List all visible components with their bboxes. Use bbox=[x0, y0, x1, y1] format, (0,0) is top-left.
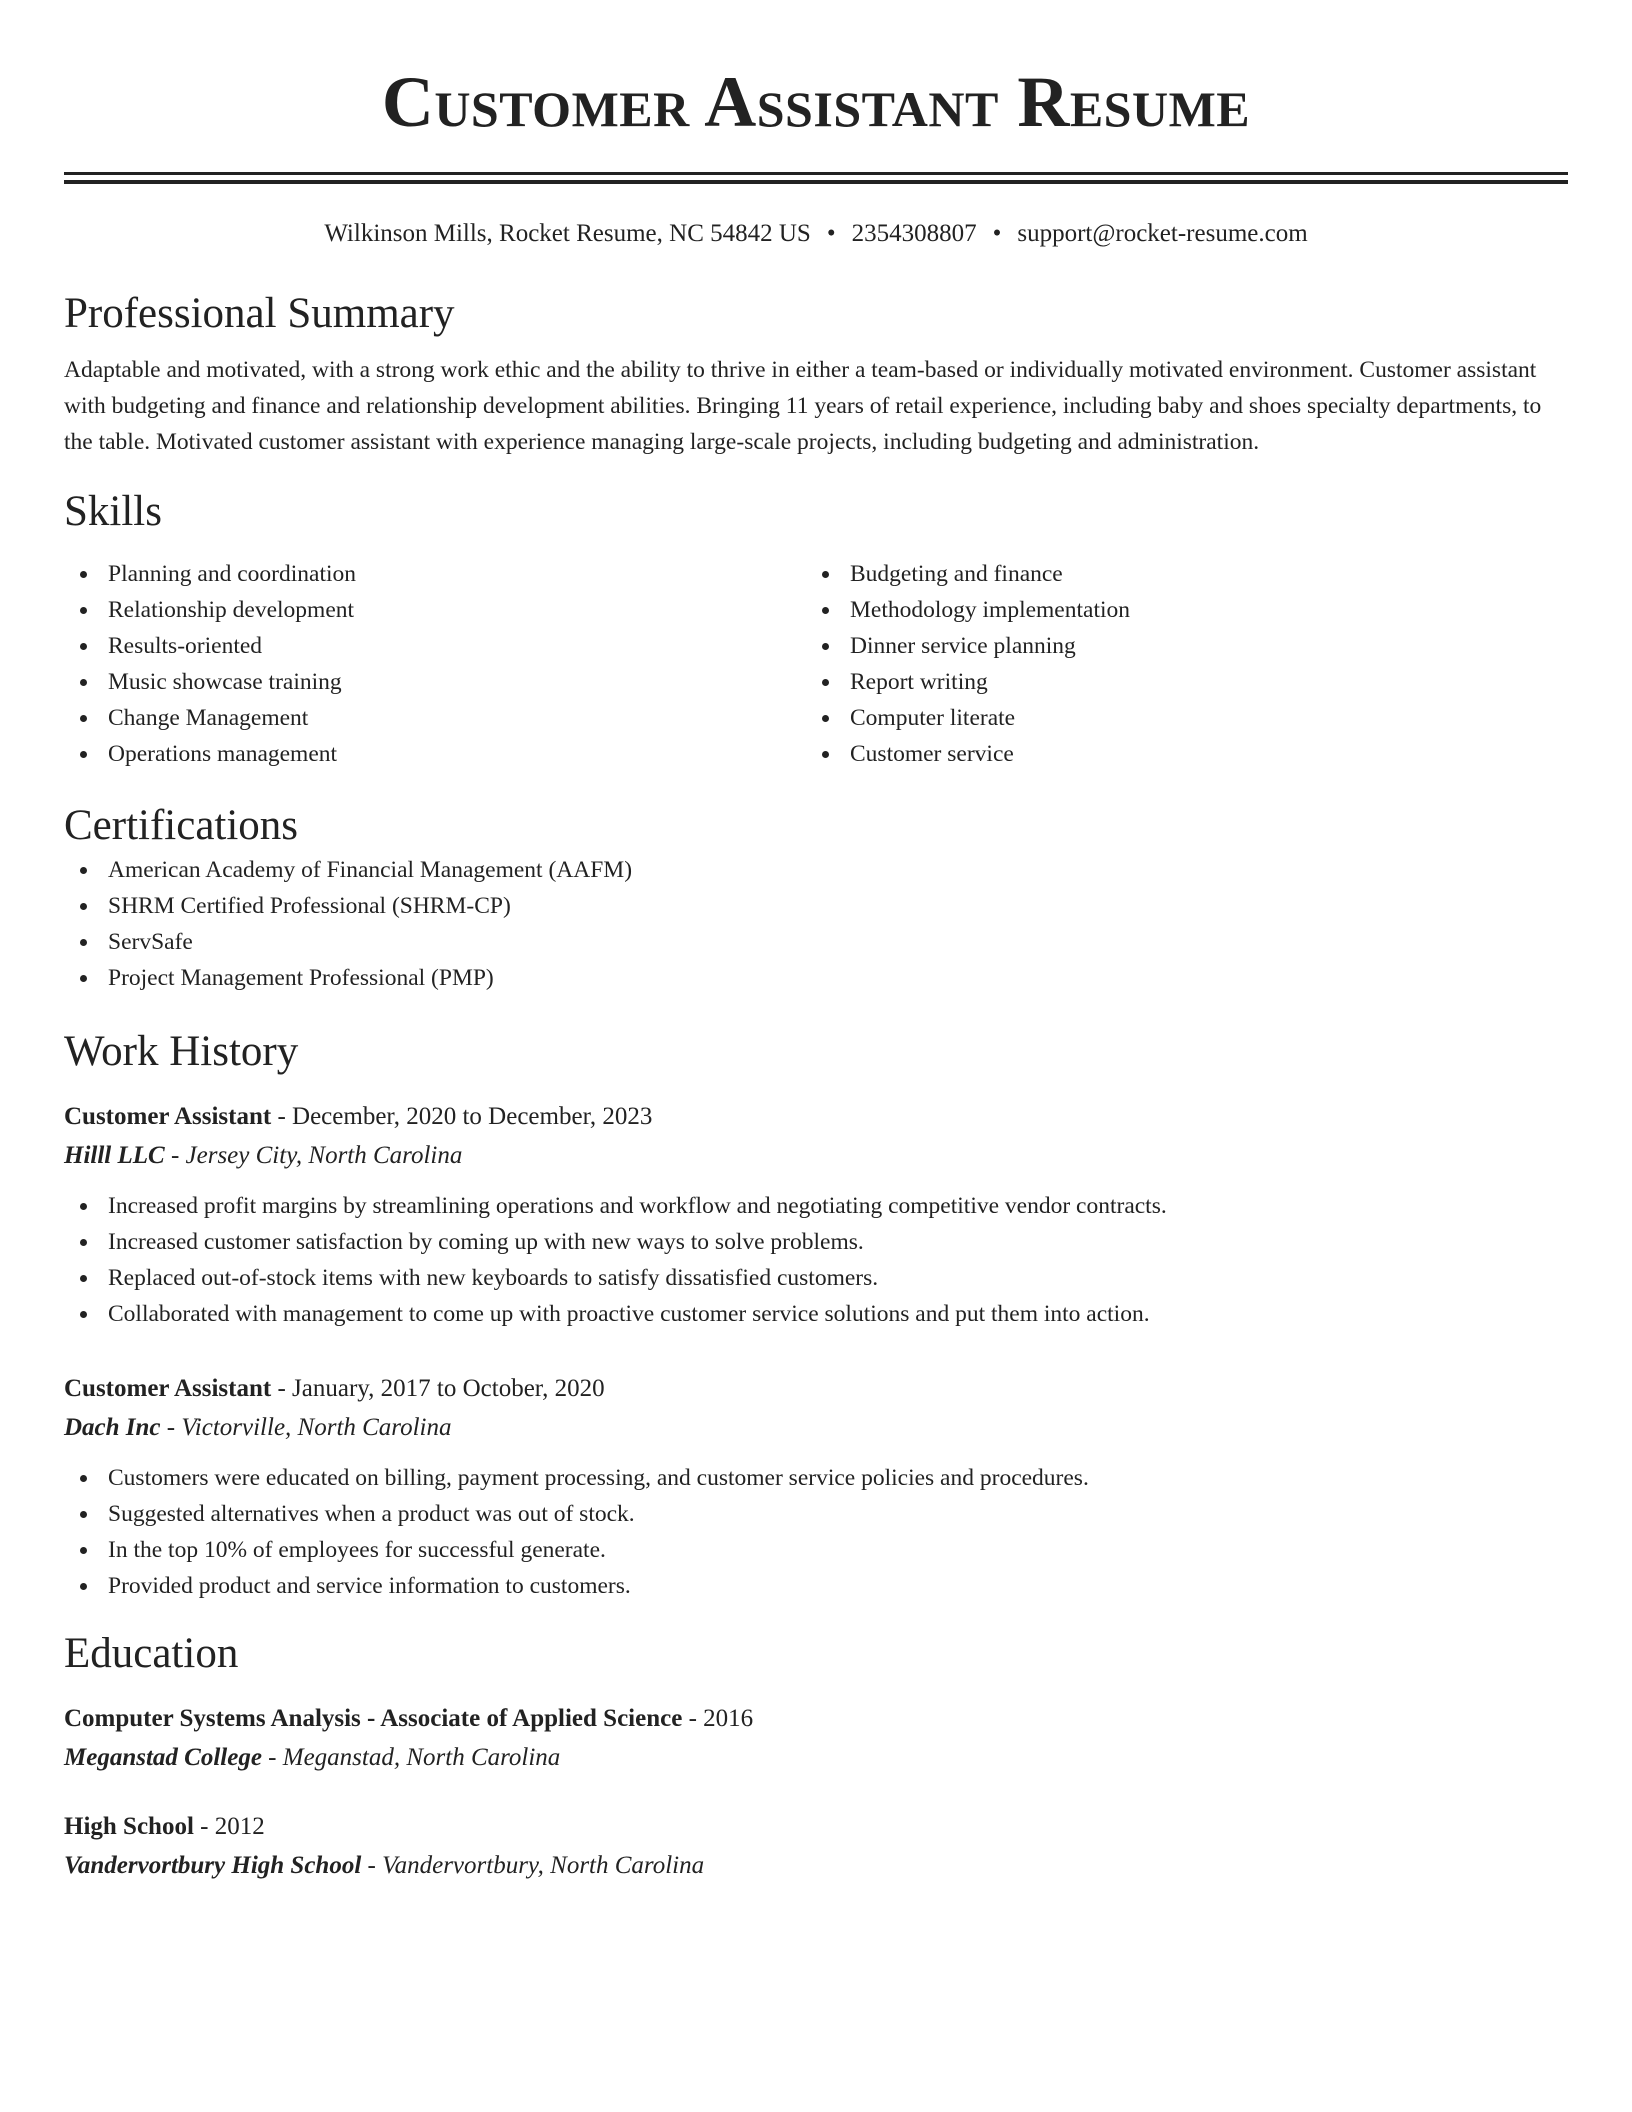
section-heading-work-history: Work History bbox=[64, 1028, 299, 1075]
skills-section bbox=[64, 486, 1568, 772]
job-dates: - January, 2017 to October, 2020 bbox=[271, 1375, 605, 1402]
section-heading-certifications: Certifications bbox=[64, 802, 299, 849]
skill-item: Change Management bbox=[64, 700, 806, 736]
work-history-section bbox=[64, 1026, 1568, 1604]
contact-separator: • bbox=[992, 220, 1002, 247]
graduation-year: - 2012 bbox=[193, 1813, 265, 1840]
certification-item: SHRM Certified Professional (SHRM-CP) bbox=[64, 888, 1568, 924]
education-school bbox=[64, 1846, 1568, 1886]
skill-item: Music showcase training bbox=[64, 664, 806, 700]
resume-title: Customer Assistant Resume bbox=[381, 62, 1251, 142]
job-header bbox=[64, 1098, 1568, 1136]
education-school bbox=[64, 1738, 1568, 1778]
education-header bbox=[64, 1700, 1568, 1738]
job-employer bbox=[64, 1136, 1568, 1176]
degree-name: Computer Systems Analysis - Associate of Applied Science bbox=[64, 1705, 683, 1732]
contact-address: Wilkinson Mills, Rocket Resume, NC 54842 US bbox=[324, 220, 811, 247]
title-divider bbox=[64, 172, 1568, 184]
school-name: Meganstad College bbox=[64, 1744, 262, 1771]
skill-item: Results-oriented bbox=[64, 628, 806, 664]
skill-item: Relationship development bbox=[64, 592, 806, 628]
job-duties-list bbox=[64, 1188, 1568, 1332]
contact-line bbox=[64, 218, 1568, 250]
skills-grid bbox=[64, 556, 1568, 772]
skills-column-left bbox=[64, 556, 806, 772]
job-entry bbox=[64, 1098, 1568, 1332]
job-duty-item: Replaced out-of-stock items with new keyboards to satisfy dissatisfied customers. bbox=[64, 1260, 1568, 1296]
section-heading-skills: Skills bbox=[64, 488, 162, 535]
skill-item: Planning and coordination bbox=[64, 556, 806, 592]
company-name: Dach Inc bbox=[64, 1414, 161, 1441]
degree-name: High School bbox=[64, 1813, 194, 1840]
certifications-list bbox=[64, 852, 1568, 996]
school-name: Vandervortbury High School bbox=[64, 1852, 362, 1879]
job-duty-item: Increased customer satisfaction by coming up with new ways to solve problems. bbox=[64, 1224, 1568, 1260]
job-duty-item: Suggested alternatives when a product was out of stock. bbox=[64, 1496, 1568, 1532]
job-title: Customer Assistant bbox=[64, 1103, 272, 1130]
company-name: Hilll LLC bbox=[64, 1142, 165, 1169]
summary-text: Adaptable and motivated, with a strong work ethic and the ability to thrive in either a team-based or individually motivated environment. Customer assistant with budgeting and finance and relationship development abilities. Bringing 11 years of retail experience, including baby and shoes specialty departments, to the table. Motivated customer assistant with experience managing large-scale projects, including budgeting and administration. bbox=[64, 357, 1542, 455]
section-heading-summary: Professional Summary bbox=[64, 290, 455, 337]
education-entry bbox=[64, 1808, 1568, 1886]
skills-column-right bbox=[806, 556, 1548, 772]
job-location: - Jersey City, North Carolina bbox=[164, 1142, 463, 1169]
graduation-year: - 2016 bbox=[682, 1705, 754, 1732]
school-location: - Vandervortbury, North Carolina bbox=[361, 1852, 705, 1879]
certification-item: American Academy of Financial Management (AAFM) bbox=[64, 852, 1568, 888]
job-duty-item: Increased profit margins by streamlining operations and workflow and negotiating competitive vendor contracts. bbox=[64, 1188, 1568, 1224]
certification-item: ServSafe bbox=[64, 924, 1568, 960]
job-duty-item: Provided product and service information to customers. bbox=[64, 1568, 1568, 1604]
contact-email: support@rocket-resume.com bbox=[1017, 220, 1308, 247]
skill-item: Operations management bbox=[64, 736, 806, 772]
education-header bbox=[64, 1808, 1568, 1846]
job-duty-item: In the top 10% of employees for successful generate. bbox=[64, 1532, 1568, 1568]
job-duty-item: Collaborated with management to come up with proactive customer service solutions and put them into action. bbox=[64, 1296, 1568, 1332]
certification-item: Project Management Professional (PMP) bbox=[64, 960, 1568, 996]
contact-separator: • bbox=[826, 220, 836, 247]
school-location: - Meganstad, North Carolina bbox=[261, 1744, 561, 1771]
job-employer bbox=[64, 1408, 1568, 1448]
skill-item: Dinner service planning bbox=[806, 628, 1548, 664]
job-duties-list bbox=[64, 1460, 1568, 1604]
job-dates: - December, 2020 to December, 2023 bbox=[271, 1103, 653, 1130]
education-entry bbox=[64, 1700, 1568, 1778]
skill-item: Customer service bbox=[806, 736, 1548, 772]
professional-summary-section bbox=[64, 288, 1568, 460]
job-header bbox=[64, 1370, 1568, 1408]
skill-item: Budgeting and finance bbox=[806, 556, 1548, 592]
skill-item: Computer literate bbox=[806, 700, 1548, 736]
contact-phone: 2354308807 bbox=[851, 220, 977, 247]
job-location: - Victorville, North Carolina bbox=[160, 1414, 452, 1441]
skill-item: Report writing bbox=[806, 664, 1548, 700]
section-heading-education: Education bbox=[64, 1630, 239, 1677]
job-duty-item: Customers were educated on billing, payment processing, and customer service policies and procedures. bbox=[64, 1460, 1568, 1496]
education-section bbox=[64, 1628, 1568, 1886]
certifications-section bbox=[64, 800, 1568, 996]
job-entry bbox=[64, 1370, 1568, 1604]
skill-item: Methodology implementation bbox=[806, 592, 1548, 628]
job-title: Customer Assistant bbox=[64, 1375, 272, 1402]
